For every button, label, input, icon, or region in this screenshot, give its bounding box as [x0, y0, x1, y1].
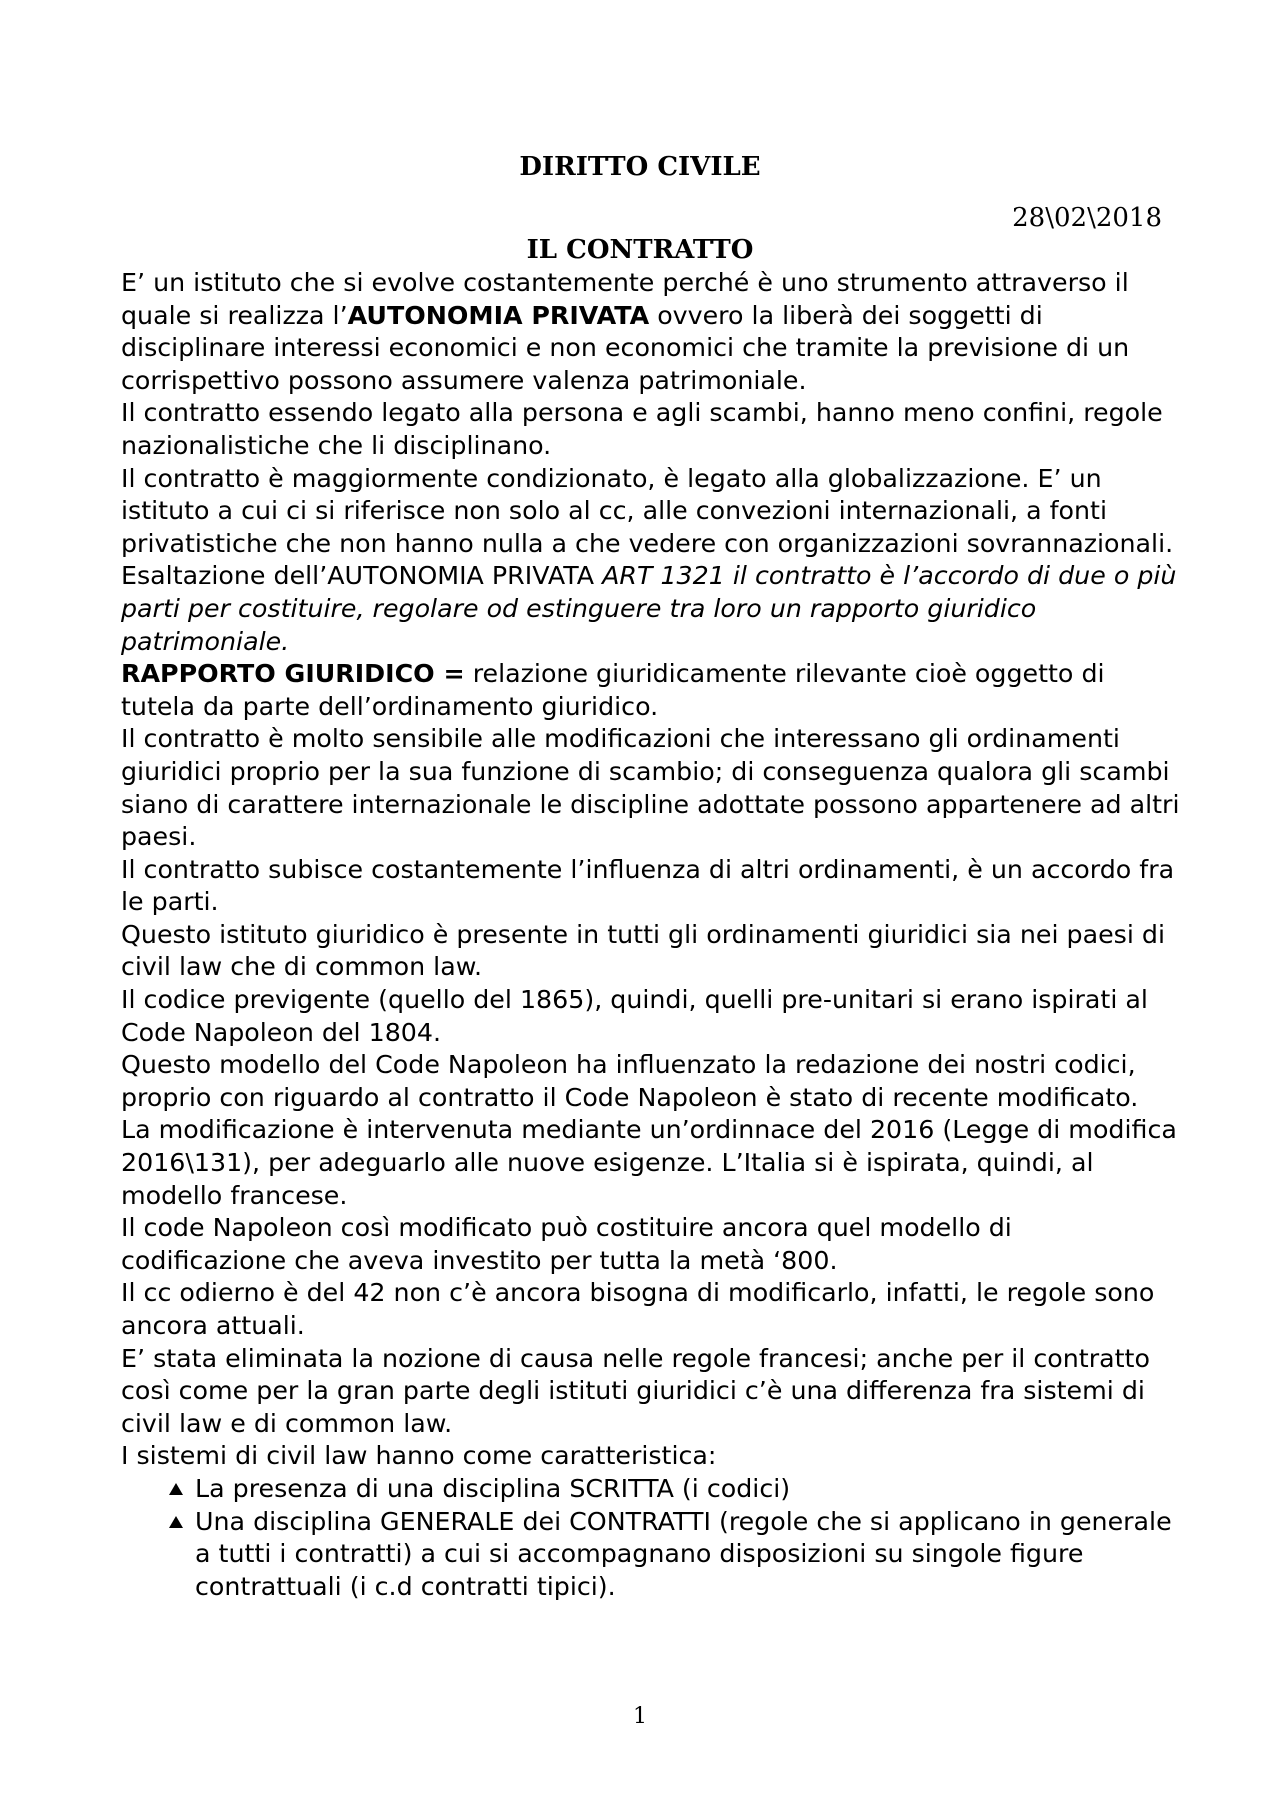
- paragraph: Il code Napoleon così modificato può costituire ancora quel modello di codificazione che aveva investito per tutta la metà ‘800.: [121, 1213, 1012, 1275]
- paragraph: I sistemi di civil law hanno come caratteristica:: [121, 1441, 717, 1471]
- paragraph: La modificazione è intervenuta mediante un’ordinnace del 2016 (Legge di modifica 2016\131), per adeguarlo alle nuove esigenze. L’Italia si è ispirata, quindi, al modello francese.: [121, 1115, 1177, 1210]
- section-title: IL CONTRATTO: [526, 235, 754, 265]
- bold-term: RAPPORTO GIURIDICO =: [121, 659, 465, 689]
- paragraph-intro: E’ un istituto che si evolve costantemente perché è uno strumento attraverso il quale si realizza l’AUTONOMIA PRIVATA ovvero la liberà dei soggetti di disciplinare interessi economici e non economici che tramite la previsione di un corrispettivo possono assumere valenza patrimoniale.: [121, 268, 1130, 395]
- paragraph: Il cc odierno è del 42 non c’è ancora bisogna di modificarlo, infatti, le regole sono ancora attuali.: [121, 1278, 1155, 1340]
- paragraph: Il contratto è molto sensibile alle modificazioni che interessano gli ordinamenti giuridici proprio per la sua funzione di scambio; di conseguenza qualora gli scambi siano di carattere internazionale le discipline adottate possono appartenere ad altri paesi.: [121, 724, 1180, 852]
- document-body: [121, 267, 1181, 1603]
- paragraph: Questo istituto giuridico è presente in tutti gli ordinamenti giuridici sia nei paesi di civil law che di common law.: [121, 919, 1165, 982]
- paragraph: Questo modello del Code Napoleon ha influenzato la redazione dei nostri codici, proprio con riguardo al contratto il Code Napoleon è stato di recente modificato.: [121, 1050, 1139, 1112]
- list-item: La presenza di una disciplina SCRITTA (i codici): [169, 1473, 1181, 1506]
- paragraph: Il codice previgente (quello del 1865), quindi, quelli pre-unitari si erano ispirati al Code Napoleon del 1804.: [121, 985, 1148, 1047]
- document-date: 28\02\2018: [1012, 203, 1162, 233]
- bold-term: AUTONOMIA PRIVATA: [347, 300, 650, 330]
- paragraph-rapporto-giuridico: RAPPORTO GIURIDICO = relazione giuridicamente rilevante cioè oggetto di tutela da parte dell’ordinamento giuridico.: [121, 659, 1105, 721]
- triangle-bullet-icon: [169, 1483, 183, 1495]
- page-number: 1: [633, 1704, 647, 1729]
- italic-article-quote: ART 1321 il contratto è l’accordo di due o più parti per costituire, regolare od estinguere tra loro un rapporto giuridico patrimoniale.: [121, 561, 1177, 656]
- paragraph: Il contratto è maggiormente condizionato, è legato alla globalizzazione. E’ un istituto a cui ci si riferisce non solo al cc, alle convezioni internazionali, a fonti privatistiche che non hanno nulla a che vedere con organizzazioni sovrannazionali.: [121, 463, 1174, 558]
- paragraph: Il contratto subisce costantemente l’influenza di altri ordinamenti, è un accordo fra le parti.: [121, 854, 1175, 917]
- paragraph-art-1321: Esaltazione dell’AUTONOMIA PRIVATA ART 1321 il contratto è l’accordo di due o più parti per costituire, regolare od estinguere tra loro un rapporto giuridico patrimoniale.: [121, 561, 1177, 656]
- document-title: DIRITTO CIVILE: [519, 152, 761, 182]
- paragraph: E’ stata eliminata la nozione di causa nelle regole francesi; anche per il contratto così come per la gran parte degli istituti giuridici c’è una differenza fra sistemi di civil law e di common law.: [121, 1343, 1150, 1438]
- paragraph: Il contratto essendo legato alla persona e agli scambi, hanno meno confini, regole nazionalistiche che li disciplinano.: [121, 398, 1163, 460]
- triangle-bullet-icon: [169, 1516, 183, 1528]
- list-item: Una disciplina GENERALE dei CONTRATTI (regole che si applicano in generale a tutti i contratti) a cui si accompagnano disposizioni su singole figure contrattuali (i c.d contratti tipici).: [169, 1506, 1181, 1604]
- bullet-list: [121, 1473, 1181, 1603]
